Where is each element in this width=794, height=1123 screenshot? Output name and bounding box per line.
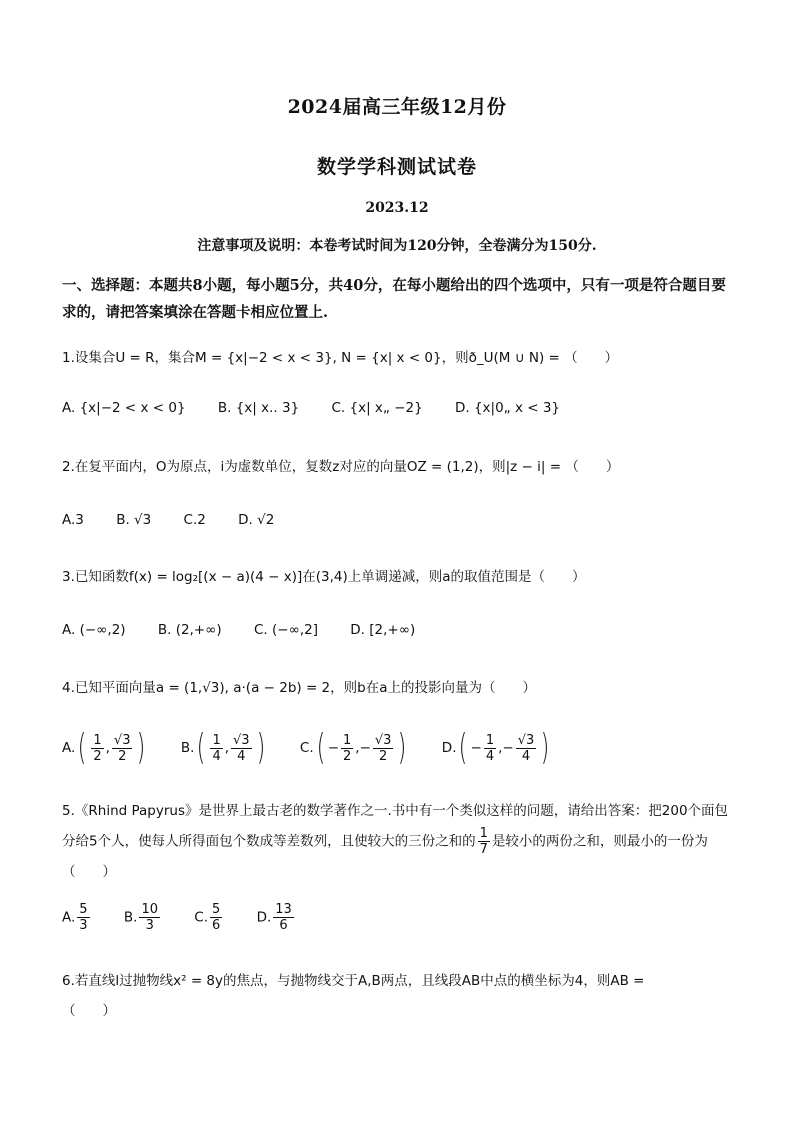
fraction	[373, 733, 394, 764]
numerator: √3	[517, 732, 535, 748]
vector-option-c: C.( − $\frac{1}{2}$ ,− $\frac{√3}{2}$ )	[299, 727, 407, 768]
option-label: D.	[441, 740, 457, 756]
sign: −	[502, 740, 514, 756]
denominator: 3	[145, 918, 154, 933]
vector-option-d: D.( − $\frac{1}{4}$ ,− $\frac{√3}{4}$ )	[441, 727, 550, 768]
option-b: B. {x| x.. 3}	[217, 400, 300, 416]
numerator: √3	[233, 732, 250, 748]
option-b: B. (2,+∞)	[157, 622, 222, 638]
question-3-stem: 3.已知函数f(x) = log₂[(x − a)(4 − x)]在(3,4)上单调递减，则a的取值范围是（ ）	[62, 569, 586, 585]
option-label: B.	[180, 740, 195, 756]
left-paren: (	[197, 727, 206, 768]
question-5-stem	[62, 796, 734, 887]
option-d: D. {x|0„ x < 3}	[454, 400, 561, 416]
denominator: 7	[479, 842, 488, 857]
numerator: 5	[212, 902, 221, 917]
sign: −	[327, 740, 339, 756]
option-label: C.	[194, 909, 208, 926]
option-a: A. (−∞,2)	[62, 622, 126, 638]
denominator: 2	[118, 748, 127, 764]
option-label: B.	[123, 909, 138, 926]
numerator: 1	[485, 732, 495, 748]
left-paren: (	[459, 727, 468, 768]
exam-title: 2024届高三年级12月份	[287, 96, 507, 118]
fraction	[91, 733, 103, 764]
left-paren: (	[78, 727, 87, 768]
sign: −	[359, 740, 371, 756]
section-heading: 一、选择题：本题共8小题，每小题5分，共40分，在每小题给出的四个选项中，只有一项是符合题目要求的，请把答案填涂在答题卡相应位置上.	[62, 277, 726, 321]
option-d: D. √2	[238, 512, 275, 528]
question-4-options	[62, 728, 734, 768]
numerator: 5	[79, 902, 88, 917]
fraction	[273, 902, 294, 933]
denominator: 6	[212, 918, 221, 933]
option-c: C. {x| x„ −2}	[331, 400, 423, 416]
question-6-stem	[62, 968, 734, 1024]
question-1-options	[62, 400, 734, 416]
option-d	[257, 902, 296, 933]
right-paren: )	[398, 727, 407, 768]
option-a: A. {x|−2 < x < 0}	[62, 400, 186, 416]
numerator: √3	[374, 732, 392, 748]
question-4-stem: 4.已知平面向量a = (1,√3), a·(a − 2b) = 2，则b在a上的投影向量为（ ）	[62, 680, 536, 696]
question-5-text-a: 5.《Rhind Papyrus》是世界上最古老的数学著作之一.书中有一个类似这样的问题，请给出答案：把200个面包分给5个人，使每人所得面包个数成等差数列，且使较大的三份之和的	[62, 803, 729, 850]
denominator: 2	[379, 748, 388, 764]
numerator: 1	[93, 732, 102, 748]
right-paren: )	[541, 727, 550, 768]
question-6-answer-paren: （ ）	[62, 1003, 116, 1019]
vector-option-a: A.( $\frac{1}{2}$ , $\frac{√3}{2}$ )	[62, 727, 146, 768]
option-d: D. [2,+∞)	[350, 622, 416, 638]
option-a	[62, 902, 92, 933]
option-b: B. √3	[116, 512, 152, 528]
fraction	[77, 902, 89, 933]
denominator: 3	[79, 918, 88, 933]
option-label: C.	[299, 740, 314, 756]
denominator: 2	[93, 748, 102, 764]
option-label: D.	[256, 909, 272, 926]
option-label: A.	[62, 740, 76, 756]
right-paren: )	[256, 727, 265, 768]
right-paren: )	[137, 727, 146, 768]
option-a: A.3	[62, 512, 84, 528]
question-5-options	[62, 902, 734, 933]
fraction	[139, 902, 160, 933]
exam-subtitle: 数学学科测试试卷	[316, 156, 477, 178]
denominator: 6	[279, 918, 288, 933]
denominator: 4	[485, 748, 495, 764]
fraction	[210, 733, 222, 764]
question-5-text-b: 是较小的两份之和，则最小的一份为（ ）	[62, 833, 708, 880]
fraction	[484, 733, 496, 764]
fraction	[516, 733, 537, 764]
fraction	[341, 733, 353, 764]
fraction	[478, 826, 490, 857]
option-c: C. (−∞,2]	[253, 622, 318, 638]
option-c: C.2	[183, 512, 206, 528]
numerator: 1	[479, 826, 488, 841]
exam-date: 2023.12	[365, 200, 429, 216]
vector-option-b: B.( $\frac{1}{4}$ , $\frac{√3}{4}$ )	[180, 727, 265, 768]
numerator: 1	[343, 732, 352, 748]
sign: −	[470, 740, 482, 756]
exam-notice: 注意事项及说明：本卷考试时间为120分钟，全卷满分为150分.	[197, 238, 597, 254]
denominator: 4	[521, 748, 531, 764]
denominator: 2	[343, 748, 352, 764]
numerator: 1	[212, 732, 221, 748]
question-2-stem: 2.在复平面内，O为原点，i为虚数单位，复数z对应的向量OZ = (1,2)，则|z − i| = （ ）	[62, 459, 620, 475]
numerator: √3	[113, 732, 131, 748]
question-2-options	[62, 512, 734, 528]
numerator: 13	[275, 902, 292, 917]
question-3-options	[62, 622, 734, 638]
option-c	[194, 902, 224, 933]
numerator: 10	[141, 902, 158, 917]
fraction	[210, 902, 222, 933]
question-1-stem: 1.设集合U = R，集合M = {x|−2 < x < 3}, N = {x| x < 0}，则ð_U(M ∪ N) = （ ）	[62, 350, 619, 366]
left-paren: (	[316, 727, 325, 768]
fraction	[231, 733, 252, 764]
option-label: A.	[62, 909, 76, 926]
question-6-text: 6.若直线l过抛物线x² = 8y的焦点，与抛物线交于A,B两点，且线段AB中点的横坐标为4，则AB =	[62, 973, 645, 989]
option-b	[124, 902, 162, 933]
fraction	[112, 733, 133, 764]
denominator: 4	[212, 748, 221, 764]
denominator: 4	[237, 748, 246, 764]
